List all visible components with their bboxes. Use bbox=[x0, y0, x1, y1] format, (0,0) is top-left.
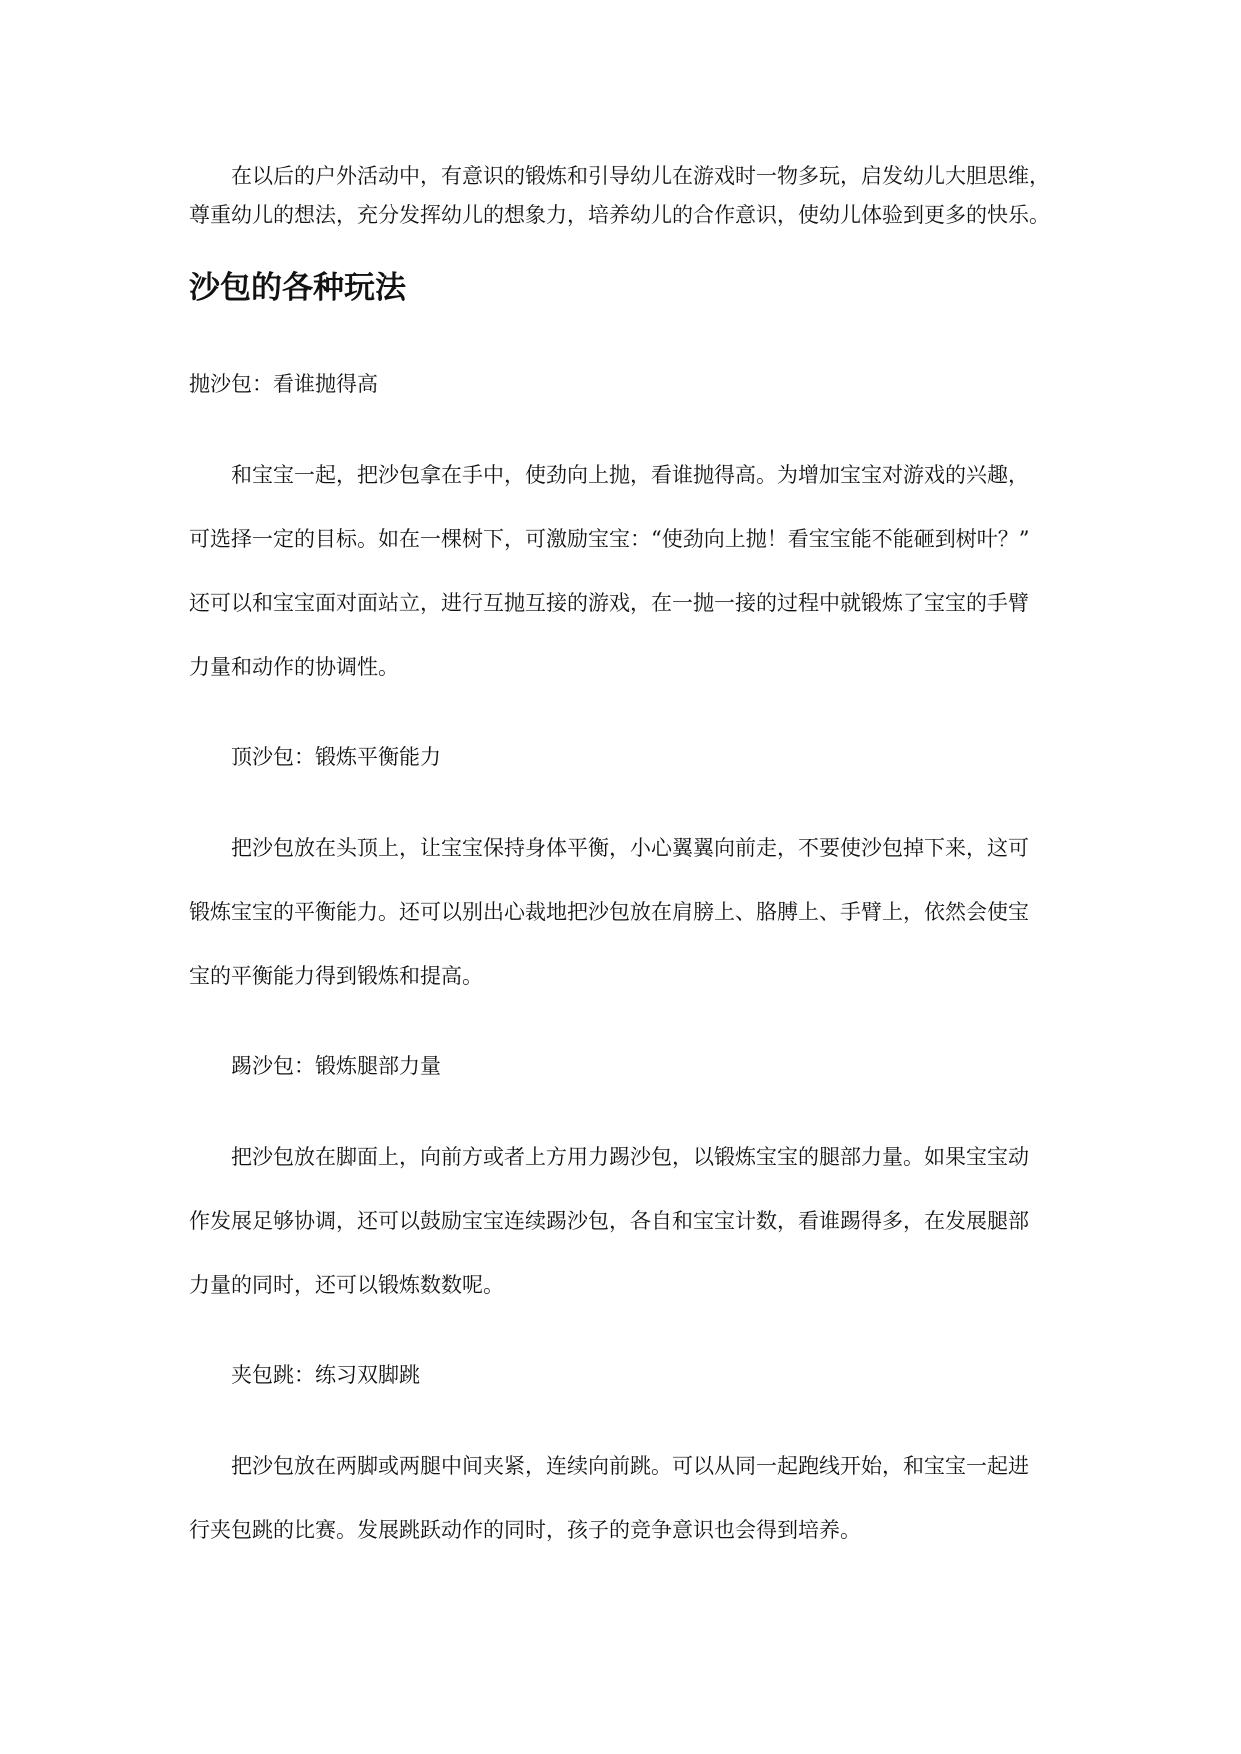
subtitle-jump: 夹包跳：练习双脚跳 bbox=[231, 1363, 420, 1387]
paragraph-line: 还可以和宝宝面对面站立，进行互抛互接的游戏，在一抛一接的过程中就锻炼了宝宝的手臂 bbox=[189, 591, 1029, 615]
paragraph-line: 作发展足够协调，还可以鼓励宝宝连续踢沙包，各自和宝宝计数，看谁踢得多，在发展腿部 bbox=[189, 1209, 1029, 1233]
paragraph-line: 力量的同时，还可以锻炼数数呢。 bbox=[189, 1273, 504, 1297]
intro-line: 尊重幼儿的想法，充分发挥幼儿的想象力，培养幼儿的合作意识，使幼儿体验到更多的快乐。 bbox=[189, 203, 1050, 227]
section-heading: 沙包的各种玩法 bbox=[189, 270, 406, 306]
subtitle-head: 顶沙包：锻炼平衡能力 bbox=[231, 745, 441, 769]
paragraph-line: 和宝宝一起，把沙包拿在手中，使劲向上抛，看谁抛得高。为增加宝宝对游戏的兴趣， bbox=[231, 463, 1029, 487]
intro-line: 在以后的户外活动中，有意识的锻炼和引导幼儿在游戏时一物多玩，启发幼儿大胆思维， bbox=[231, 164, 1050, 188]
subtitle-throw: 抛沙包：看谁抛得高 bbox=[189, 372, 378, 396]
paragraph-line: 力量和动作的协调性。 bbox=[189, 655, 399, 679]
paragraph-line: 行夹包跳的比赛。发展跳跃动作的同时，孩子的竞争意识也会得到培养。 bbox=[189, 1518, 861, 1542]
subtitle-kick: 踢沙包：锻炼腿部力量 bbox=[231, 1054, 441, 1078]
paragraph-line: 锻炼宝宝的平衡能力。还可以别出心裁地把沙包放在肩膀上、胳膊上、手臂上，依然会使宝 bbox=[189, 900, 1029, 924]
paragraph-line: 把沙包放在头顶上，让宝宝保持身体平衡，小心翼翼向前走，不要使沙包掉下来，这可 bbox=[231, 836, 1029, 860]
paragraph-line: 把沙包放在两脚或两腿中间夹紧，连续向前跳。可以从同一起跑线开始，和宝宝一起进 bbox=[231, 1454, 1029, 1478]
paragraph-line: 可选择一定的目标。如在一棵树下，可激励宝宝：“使劲向上抛！看宝宝能不能砸到树叶？” bbox=[189, 527, 1030, 551]
paragraph-line: 宝的平衡能力得到锻炼和提高。 bbox=[189, 964, 483, 988]
paragraph-line: 把沙包放在脚面上，向前方或者上方用力踢沙包，以锻炼宝宝的腿部力量。如果宝宝动 bbox=[231, 1145, 1029, 1169]
